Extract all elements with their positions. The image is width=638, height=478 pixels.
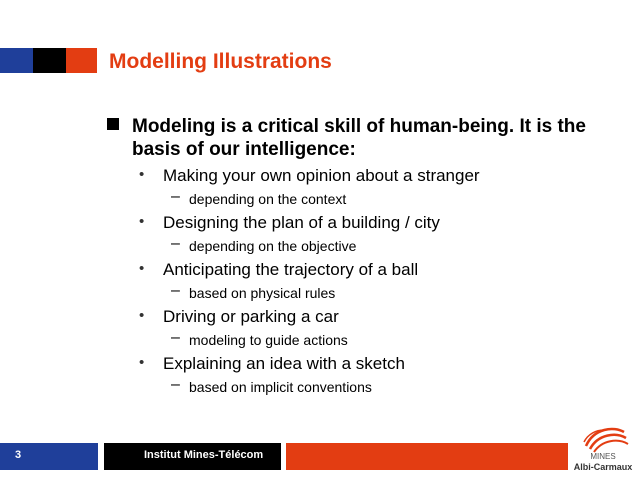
list-item-text: Designing the plan of a building / city (163, 213, 440, 232)
sub-item (107, 331, 627, 349)
sub-item-text: modeling to guide actions (189, 332, 348, 348)
sub-item-text: depending on the context (189, 191, 347, 207)
sub-item (107, 378, 627, 396)
list-item (107, 307, 627, 327)
mines-logo-icon (574, 424, 632, 454)
list-item-text: Explaining an idea with a sketch (163, 354, 405, 373)
dash-bullet-icon: – (171, 329, 180, 346)
slide-content (107, 115, 627, 396)
sub-item (107, 284, 627, 302)
header-black-block (33, 48, 66, 73)
dot-bullet-icon: • (139, 166, 145, 183)
header-orange-block (66, 48, 97, 73)
list-item (107, 213, 627, 233)
footer-institution-block (104, 443, 281, 470)
slide-title: Modelling Illustrations (109, 50, 332, 73)
sub-item (107, 237, 627, 255)
sub-item-text: based on physical rules (189, 285, 336, 301)
footer-page-block (0, 443, 98, 470)
dot-bullet-icon: • (139, 213, 145, 230)
main-bullet-text: Modeling is a critical skill of human-being. It is the basis of our intelligence: (132, 116, 586, 160)
list-item (107, 166, 627, 186)
logo-name: MINES (590, 452, 616, 461)
footer-orange-block (286, 443, 568, 470)
dot-bullet-icon: • (139, 260, 145, 277)
square-bullet-icon (107, 118, 119, 130)
dash-bullet-icon: – (171, 282, 180, 299)
dash-bullet-icon: – (171, 235, 180, 252)
logo-subtitle: Albi-Carmaux (573, 462, 633, 472)
list-item-text: Driving or parking a car (163, 307, 339, 326)
dash-bullet-icon: – (171, 376, 180, 393)
dot-bullet-icon: • (139, 307, 145, 324)
dot-bullet-icon: • (139, 354, 145, 371)
sub-item-text: depending on the objective (189, 238, 357, 254)
mines-logo (574, 424, 632, 474)
page-number: 3 (15, 449, 22, 461)
header-blue-block (0, 48, 33, 73)
dash-bullet-icon: – (171, 188, 180, 205)
sub-item (107, 190, 627, 208)
list-item (107, 260, 627, 280)
institution-name: Institut Mines-Télécom (144, 449, 264, 461)
main-bullet (107, 115, 627, 161)
list-item (107, 354, 627, 374)
list-item-text: Anticipating the trajectory of a ball (163, 260, 419, 279)
list-item-text: Making your own opinion about a stranger (163, 166, 480, 185)
sub-item-text: based on implicit conventions (189, 379, 372, 395)
